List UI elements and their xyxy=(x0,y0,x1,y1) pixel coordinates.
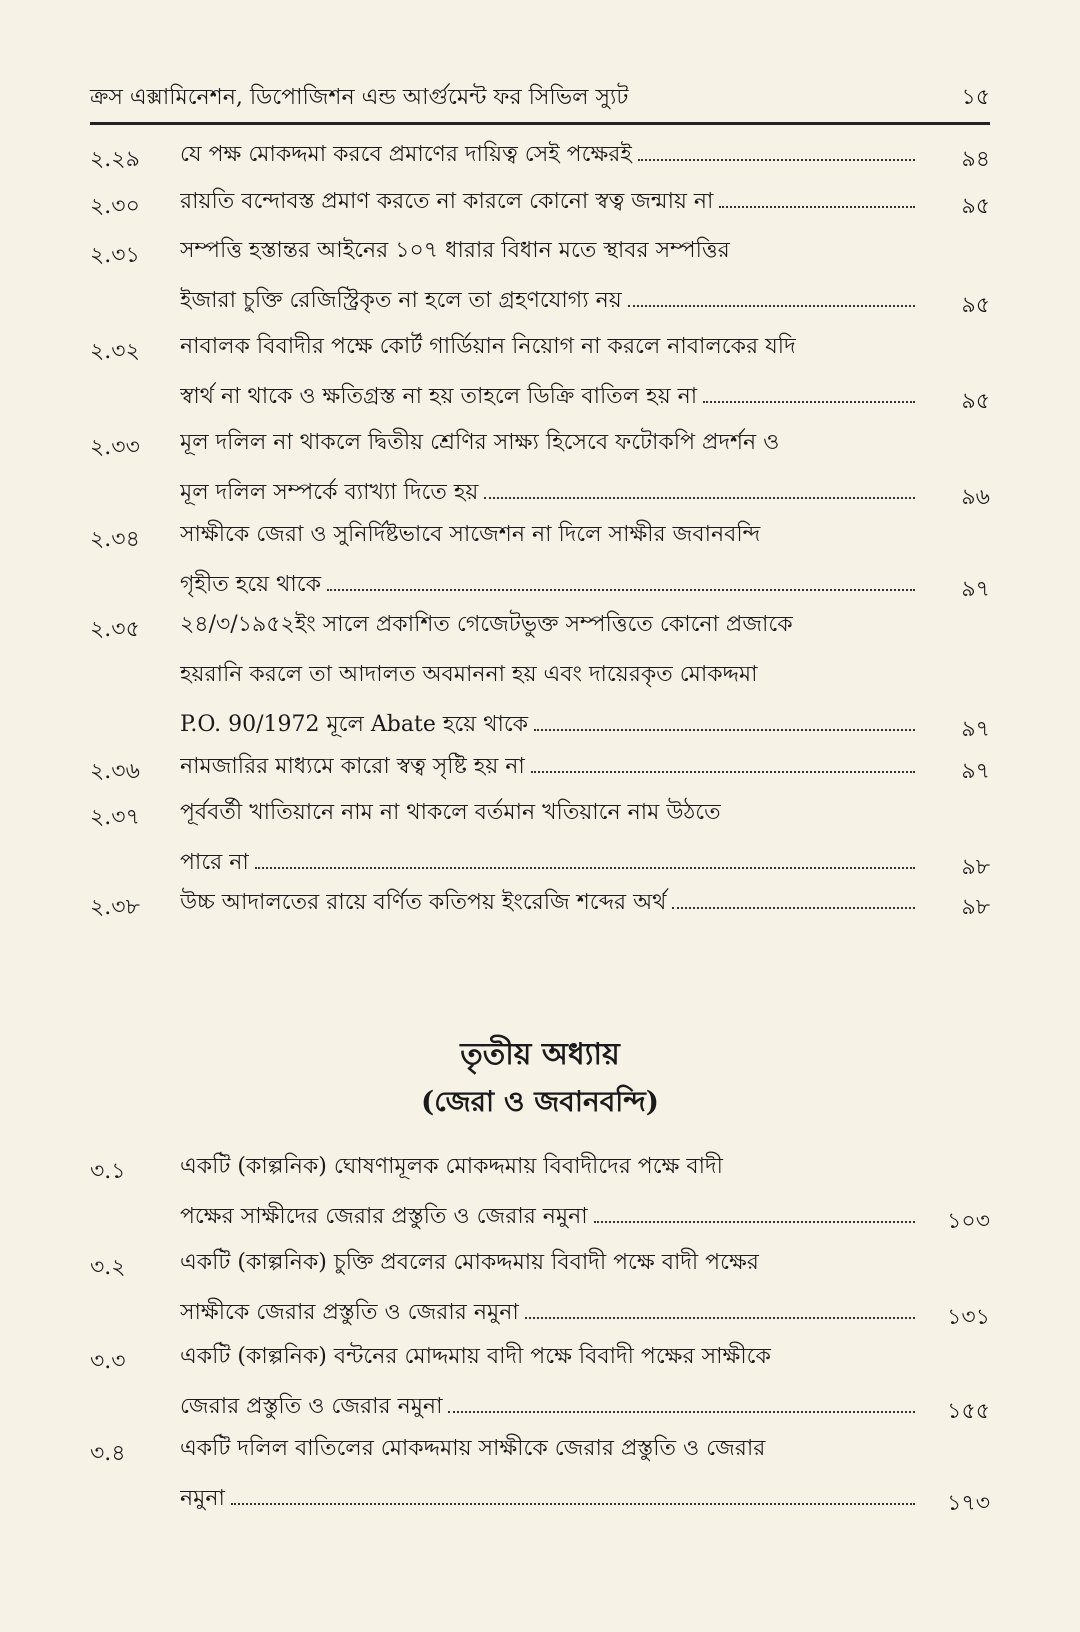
entry-page-number: ৯৬ xyxy=(961,485,990,510)
toc-entry xyxy=(90,788,990,888)
entry-page-number: ১৫৫ xyxy=(947,1399,990,1424)
toc-entry xyxy=(90,878,990,928)
entry-title-text: সাক্ষীকে জেরার প্রস্তুতি ও জেরার নমুনা xyxy=(180,1300,519,1325)
toc-entry xyxy=(90,130,990,180)
entry-title-line xyxy=(180,1142,915,1192)
entry-number: ৩.৩ xyxy=(90,1349,126,1374)
dot-leader xyxy=(231,1485,915,1505)
entry-title-text: একটি দলিল বাতিলের মোকদ্দমায় সাক্ষীকে জেরার প্রস্তুতি ও জেরার xyxy=(180,1436,766,1461)
entry-title-line xyxy=(180,1288,915,1338)
dot-leader xyxy=(531,753,915,773)
entry-title-text: হয়রানি করলে তা আদালত অবমাননা হয় এবং দায়েরকৃত মোকদ্দমা xyxy=(180,662,758,687)
entry-title-text: পারে না xyxy=(180,850,249,875)
entry-title xyxy=(180,130,915,180)
entry-title-text: সম্পত্তি হস্তান্তর আইনের ১০৭ ধারার বিধান মতে স্থাবর সম্পত্তির xyxy=(180,238,730,263)
entry-page-number: ৯৮ xyxy=(961,895,990,920)
entry-title-text: মূল দলিল না থাকলে দ্বিতীয় শ্রেণির সাক্ষ্য হিসেবে ফটোকপি প্রদর্শন ও xyxy=(180,430,780,455)
entry-number: ২.৩৪ xyxy=(90,527,140,552)
entry-title-text: নাবালক বিবাদীর পক্ষে কোর্ট গার্ডিয়ান নিয়োগ না করলে নাবালকের যদি xyxy=(180,334,796,359)
entry-title xyxy=(180,878,915,928)
dot-leader xyxy=(534,711,915,731)
entry-title xyxy=(180,177,915,227)
entry-title-line xyxy=(180,788,915,838)
entry-page-number: ৯৭ xyxy=(961,577,990,602)
toc-entry xyxy=(90,1332,990,1432)
toc-entry xyxy=(90,177,990,227)
entry-title-text: P.O. 90/1972 মূলে Abate হয়ে থাকে xyxy=(180,712,529,737)
dot-leader xyxy=(719,188,915,208)
entry-page-number: ৯৭ xyxy=(961,759,990,784)
entry-title-text: রায়তি বন্দোবস্ত প্রমাণ করতে না কারলে কোনো স্বত্ব জন্মায় না xyxy=(180,189,714,214)
entry-title-text: একটি (কাল্পনিক) বন্টনের মোদ্দমায় বাদী পক্ষে বিবাদী পক্ষের সাক্ষীকে xyxy=(180,1344,771,1369)
entry-page-number: ১৩১ xyxy=(947,1305,990,1330)
toc-entry xyxy=(90,600,990,750)
entry-title-text: পক্ষের সাক্ষীদের জেরার প্রস্তুতি ও জেরার নমুনা xyxy=(180,1204,588,1229)
entry-title xyxy=(180,1238,915,1338)
dot-leader xyxy=(448,1393,915,1413)
entry-page-number: ৯৮ xyxy=(961,855,990,880)
toc-entry xyxy=(90,1238,990,1338)
entry-title-text: গৃহীত হয়ে থাকে xyxy=(180,572,321,597)
entry-title-line xyxy=(180,226,915,276)
entry-title-line xyxy=(180,418,915,468)
entry-title-line xyxy=(180,322,915,372)
entry-number: ৩.৪ xyxy=(90,1441,126,1466)
chapter-subtitle: (জেরা ও জবানবন্দি) xyxy=(420,1085,660,1118)
entry-title-line xyxy=(180,1332,915,1382)
toc-entry xyxy=(90,226,990,326)
chapter-title: তৃতীয় অধ্যায় xyxy=(460,1037,620,1072)
dot-leader xyxy=(638,141,915,161)
entry-title xyxy=(180,418,915,518)
dot-leader xyxy=(594,1203,915,1223)
entry-number: ২.৩৭ xyxy=(90,805,140,830)
entry-number: ২.৩৫ xyxy=(90,617,140,642)
entry-title xyxy=(180,322,915,422)
dot-leader xyxy=(327,571,915,591)
entry-page-number: ৯৫ xyxy=(961,389,990,414)
entry-title-line xyxy=(180,276,915,326)
entry-title xyxy=(180,510,915,610)
entry-title xyxy=(180,600,915,750)
entry-title-line xyxy=(180,878,915,928)
entry-title-text: একটি (কাল্পনিক) চুক্তি প্রবলের মোকদ্দমায় বিবাদী পক্ষে বাদী পক্ষের xyxy=(180,1250,759,1275)
entry-title-line xyxy=(180,510,915,560)
entry-title xyxy=(180,226,915,326)
entry-title-text: সাক্ষীকে জেরা ও সুনির্দিষ্টভাবে সাজেশন না দিলে সাক্ষীর জবানবন্দি xyxy=(180,522,761,547)
entry-title xyxy=(180,1424,915,1524)
entry-number: ২.৩৬ xyxy=(90,759,140,784)
entry-title-text: উচ্চ আদালতের রায়ে বর্ণিত কতিপয় ইংরেজি শব্দের অর্থ xyxy=(180,890,667,915)
entry-title-line xyxy=(180,372,915,422)
dot-leader xyxy=(672,889,915,909)
entry-title-line xyxy=(180,1238,915,1288)
header-rule xyxy=(90,122,990,125)
entry-title-text: জেরার প্রস্তুতি ও জেরার নমুনা xyxy=(180,1394,443,1419)
entry-title-text: ইজারা চুক্তি রেজিস্ট্রিকৃত না হলে তা গ্রহণযোগ্য নয় xyxy=(180,288,622,313)
entry-number: ২.৩১ xyxy=(90,243,140,268)
toc-entry xyxy=(90,322,990,422)
entry-title-line xyxy=(180,742,915,792)
entry-title-line xyxy=(180,1474,915,1524)
entry-page-number: ১০৩ xyxy=(947,1209,990,1234)
entry-title-text: যে পক্ষ মোকদ্দমা করবে প্রমাণের দায়িত্ব সেই পক্ষেরই xyxy=(180,142,632,167)
entry-number: ৩.২ xyxy=(90,1255,126,1280)
entry-title-text: নামজারির মাধ্যমে কারো স্বত্ব সৃষ্টি হয় না xyxy=(180,754,525,779)
running-header xyxy=(90,80,990,116)
entry-title-line xyxy=(180,177,915,227)
dot-leader xyxy=(484,479,915,499)
entry-title-text: ২৪/৩/১৯৫২ইং সালে প্রকাশিত গেজেটভুক্ত সম্পত্তিতে কোনো প্রজাকে xyxy=(180,612,793,637)
entry-title xyxy=(180,742,915,792)
entry-page-number: ৯৪ xyxy=(961,147,990,172)
dot-leader xyxy=(703,383,915,403)
toc-entry xyxy=(90,1142,990,1242)
entry-number: ৩.১ xyxy=(90,1159,126,1184)
entry-number: ২.৩৮ xyxy=(90,895,140,920)
entry-title-line xyxy=(180,1192,915,1242)
entry-title-line xyxy=(180,600,915,650)
entry-title-text: নমুনা xyxy=(180,1486,225,1511)
entry-title-text: পূর্ববর্তী খাতিয়ানে নাম না থাকলে বর্তমান খতিয়ানে নাম উঠতে xyxy=(180,800,721,825)
entry-title xyxy=(180,1332,915,1432)
toc-entry xyxy=(90,742,990,792)
entry-title-line xyxy=(180,1424,915,1474)
entry-number: ২.২৯ xyxy=(90,147,140,172)
header-page-number: ১৫ xyxy=(961,85,990,110)
entry-number: ২.৩৩ xyxy=(90,435,140,460)
entry-title-text: মূল দলিল সম্পর্কে ব্যাখ্যা দিতে হয় xyxy=(180,480,479,505)
toc-entry xyxy=(90,510,990,610)
dot-leader xyxy=(255,849,915,869)
entry-title xyxy=(180,788,915,888)
toc-entry xyxy=(90,1424,990,1524)
toc-entry xyxy=(90,418,990,518)
entry-title-text: স্বার্থ না থাকে ও ক্ষতিগ্রস্ত না হয় তাহলে ডিক্রি বাতিল হয় না xyxy=(180,384,698,409)
dot-leader xyxy=(525,1299,915,1319)
entry-page-number: ১৭৩ xyxy=(947,1491,990,1516)
entry-number: ২.৩২ xyxy=(90,339,140,364)
entry-page-number: ৯৫ xyxy=(961,194,990,219)
entry-title-line xyxy=(180,130,915,180)
dot-leader xyxy=(628,287,915,307)
entry-page-number: ৯৫ xyxy=(961,293,990,318)
header-title: ক্রস এক্সামিনেশন, ডিপোজিশন এন্ড আর্গুমেন্ট ফর সিভিল স্যুট xyxy=(90,85,629,110)
entry-title xyxy=(180,1142,915,1242)
entry-page-number: ৯৭ xyxy=(961,717,990,742)
entry-title-text: একটি (কাল্পনিক) ঘোষণামূলক মোকদ্দমায় বিবাদীদের পক্ষে বাদী xyxy=(180,1154,723,1179)
entry-title-line xyxy=(180,650,915,700)
entry-number: ২.৩০ xyxy=(90,194,140,219)
